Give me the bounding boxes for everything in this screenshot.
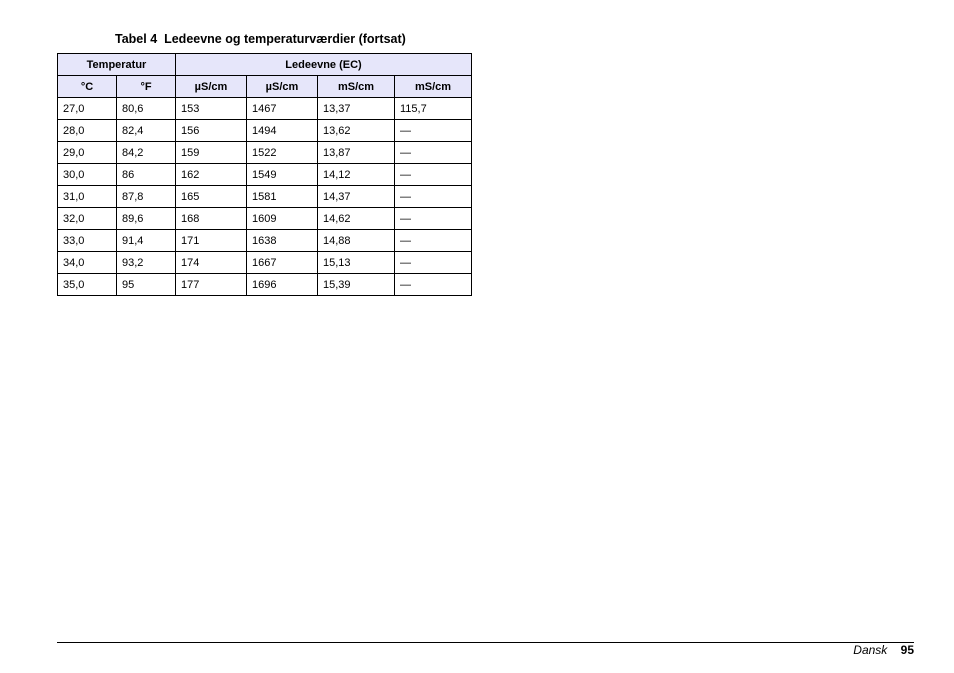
- table-cell: 14,62: [318, 208, 395, 230]
- table-cell: 34,0: [58, 252, 117, 274]
- table-cell: 89,6: [117, 208, 176, 230]
- table-cell: 95: [117, 274, 176, 296]
- table-row: [58, 120, 472, 142]
- table-cell: 174: [176, 252, 247, 274]
- header-celsius: °C: [58, 76, 117, 98]
- table-cell: 165: [176, 186, 247, 208]
- table-cell: 91,4: [117, 230, 176, 252]
- table-cell: —: [395, 120, 472, 142]
- header-us-cm-2: µS/cm: [247, 76, 318, 98]
- table-cell: —: [395, 142, 472, 164]
- table-row: [58, 164, 472, 186]
- table-cell: 86: [117, 164, 176, 186]
- table-cell: 35,0: [58, 274, 117, 296]
- table-cell: 168: [176, 208, 247, 230]
- table-cell: 14,37: [318, 186, 395, 208]
- page-number: 95: [900, 643, 914, 657]
- table-cell: 1696: [247, 274, 318, 296]
- header-temperature: Temperatur: [58, 54, 176, 76]
- table-cell: 162: [176, 164, 247, 186]
- conductivity-temperature-table: [57, 53, 472, 296]
- table-cell: —: [395, 164, 472, 186]
- table-cell: 84,2: [117, 142, 176, 164]
- page-footer: [853, 643, 914, 657]
- footer-language: Dansk: [853, 643, 888, 657]
- table-cell: 29,0: [58, 142, 117, 164]
- table-cell: 1494: [247, 120, 318, 142]
- footer-rule: [57, 642, 914, 643]
- table-cell: 1638: [247, 230, 318, 252]
- table-cell: 153: [176, 98, 247, 120]
- table-cell: 14,88: [318, 230, 395, 252]
- table-cell: —: [395, 208, 472, 230]
- table-cell: 171: [176, 230, 247, 252]
- table-cell: 1609: [247, 208, 318, 230]
- header-unit-row: [58, 76, 472, 98]
- header-fahrenheit: °F: [117, 76, 176, 98]
- header-conductivity: Ledeevne (EC): [176, 54, 472, 76]
- table-cell: 15,39: [318, 274, 395, 296]
- table-row: [58, 142, 472, 164]
- table-cell: 80,6: [117, 98, 176, 120]
- table-cell: 30,0: [58, 164, 117, 186]
- table-cell: 156: [176, 120, 247, 142]
- table-cell: 15,13: [318, 252, 395, 274]
- table-cell: —: [395, 252, 472, 274]
- table-row: [58, 98, 472, 120]
- table-cell: 14,12: [318, 164, 395, 186]
- table-cell: 33,0: [58, 230, 117, 252]
- table-cell: 1667: [247, 252, 318, 274]
- table-cell: 27,0: [58, 98, 117, 120]
- table-cell: 13,87: [318, 142, 395, 164]
- table-cell: 115,7: [395, 98, 472, 120]
- table-cell: —: [395, 274, 472, 296]
- table-cell: —: [395, 186, 472, 208]
- table-cell: 1549: [247, 164, 318, 186]
- table-caption: Tabel 4 Ledeevne og temperaturværdier (fortsat): [115, 32, 406, 46]
- table-cell: 28,0: [58, 120, 117, 142]
- table-cell: 1467: [247, 98, 318, 120]
- header-ms-cm-2: mS/cm: [395, 76, 472, 98]
- table-body: [58, 98, 472, 296]
- table-row: [58, 274, 472, 296]
- table-row: [58, 208, 472, 230]
- table-row: [58, 252, 472, 274]
- table-cell: 32,0: [58, 208, 117, 230]
- table-cell: 13,37: [318, 98, 395, 120]
- header-ms-cm-1: mS/cm: [318, 76, 395, 98]
- table-cell: 1522: [247, 142, 318, 164]
- table-cell: 87,8: [117, 186, 176, 208]
- table-cell: 159: [176, 142, 247, 164]
- table-cell: 82,4: [117, 120, 176, 142]
- table-cell: 13,62: [318, 120, 395, 142]
- table-row: [58, 186, 472, 208]
- table-cell: 177: [176, 274, 247, 296]
- table-row: [58, 230, 472, 252]
- header-group-row: [58, 54, 472, 76]
- table-cell: 31,0: [58, 186, 117, 208]
- table-cell: —: [395, 230, 472, 252]
- table-cell: 93,2: [117, 252, 176, 274]
- table-cell: 1581: [247, 186, 318, 208]
- header-us-cm-1: µS/cm: [176, 76, 247, 98]
